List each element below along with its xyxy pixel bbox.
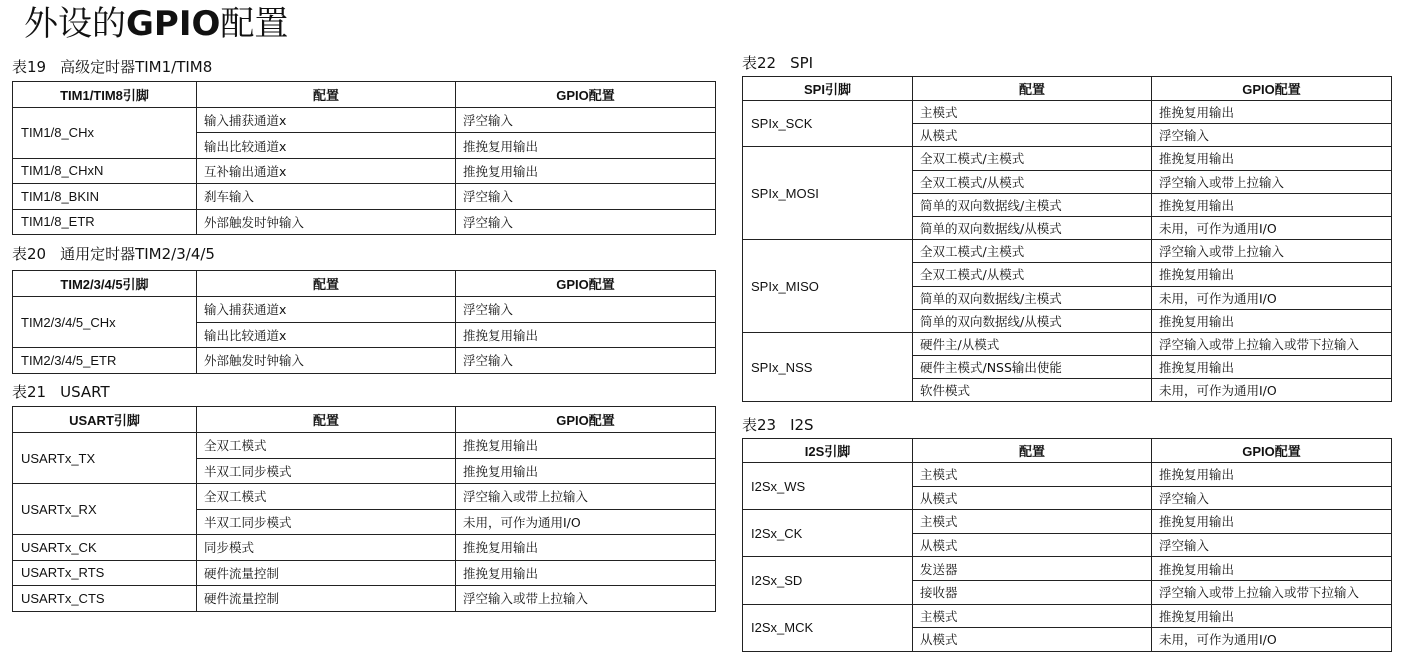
config-cell: 主模式 [913, 604, 1152, 628]
gpio-config-cell: 推挽复用输出 [1152, 356, 1392, 379]
config-cell: 硬件主/从模式 [913, 332, 1152, 355]
config-cell: 简单的双向数据线/主模式 [913, 193, 1152, 216]
table-number: 表19 [12, 58, 47, 76]
gpio-config-cell: 浮空输入或带上拉输入或带下拉输入 [1152, 580, 1392, 604]
gpio-config-cell: 推挽复用输出 [456, 433, 716, 459]
gpio-config-cell: 推挽复用输出 [1152, 147, 1392, 170]
table-row [743, 604, 1392, 628]
config-cell: 输入捕获通道x [197, 108, 456, 133]
table-header-row [743, 439, 1392, 463]
gpio-config-cell: 推挽复用输出 [1152, 510, 1392, 534]
table-header-row [13, 271, 716, 297]
table-row [13, 586, 716, 612]
table-tim2-5 [12, 270, 716, 374]
table-row [743, 463, 1392, 487]
column-header: 配置 [197, 407, 456, 433]
gpio-config-cell: 未用，可作为通用I/O [456, 509, 716, 535]
table-name: 通用定时器TIM2/3/4/5 [60, 245, 215, 263]
gpio-config-cell: 浮空输入或带上拉输入 [456, 586, 716, 612]
gpio-config-cell: 浮空输入 [1152, 533, 1392, 557]
column-header: GPIO配置 [1152, 439, 1392, 463]
pin-name-cell: TIM2/3/4/5_ETR [13, 348, 197, 374]
table-row [743, 101, 1392, 124]
gpio-config-cell: 未用，可作为通用I/O [1152, 216, 1392, 239]
column-header: GPIO配置 [456, 271, 716, 297]
table-caption [742, 415, 814, 435]
config-cell: 从模式 [913, 533, 1152, 557]
pin-name-cell: I2Sx_MCK [743, 604, 913, 651]
gpio-config-cell: 推挽复用输出 [1152, 604, 1392, 628]
config-cell: 主模式 [913, 510, 1152, 534]
gpio-config-cell: 浮空输入或带上拉输入 [1152, 240, 1392, 263]
pin-name-cell: USARTx_CK [13, 535, 197, 561]
config-cell: 简单的双向数据线/从模式 [913, 216, 1152, 239]
gpio-config-cell: 浮空输入 [456, 184, 716, 209]
table-number: 表23 [742, 416, 777, 434]
gpio-config-cell: 浮空输入 [456, 209, 716, 234]
table-header-row [13, 407, 716, 433]
table-row [13, 209, 716, 234]
config-cell: 输入捕获通道x [197, 297, 456, 323]
pin-name-cell: TIM1/8_CHx [13, 108, 197, 159]
table-row [13, 184, 716, 209]
gpio-config-cell: 推挽复用输出 [456, 535, 716, 561]
config-cell: 全双工模式/主模式 [913, 240, 1152, 263]
table-header-row [743, 77, 1392, 101]
page-title [24, 2, 288, 46]
table-spi [742, 76, 1392, 402]
pin-name-cell: TIM1/8_CHxN [13, 158, 197, 183]
gpio-config-cell: 未用，可作为通用I/O [1152, 379, 1392, 402]
pin-name-cell: USARTx_RTS [13, 560, 197, 586]
config-cell: 同步模式 [197, 535, 456, 561]
gpio-config-cell: 未用，可作为通用I/O [1152, 628, 1392, 652]
table-name: I2S [790, 416, 814, 434]
table-i2s [742, 438, 1392, 652]
gpio-config-cell: 推挽复用输出 [456, 133, 716, 158]
table-row [13, 297, 716, 323]
config-cell: 互补输出通道x [197, 158, 456, 183]
config-cell: 接收器 [913, 580, 1152, 604]
gpio-config-cell: 推挽复用输出 [456, 158, 716, 183]
config-cell: 全双工模式/从模式 [913, 263, 1152, 286]
config-cell: 从模式 [913, 124, 1152, 147]
pin-name-cell: USARTx_CTS [13, 586, 197, 612]
gpio-config-cell: 推挽复用输出 [1152, 463, 1392, 487]
gpio-config-cell: 浮空输入 [1152, 486, 1392, 510]
pin-name-cell: TIM1/8_BKIN [13, 184, 197, 209]
pin-name-cell: TIM2/3/4/5_CHx [13, 297, 197, 348]
config-cell: 从模式 [913, 628, 1152, 652]
table-name: 高级定时器TIM1/TIM8 [60, 58, 213, 76]
pin-name-cell: SPIx_SCK [743, 101, 913, 147]
gpio-config-cell: 推挽复用输出 [1152, 557, 1392, 581]
pin-name-cell: SPIx_NSS [743, 332, 913, 402]
gpio-config-cell: 推挽复用输出 [1152, 101, 1392, 124]
page-title-suffix: 配置 [220, 4, 289, 44]
gpio-config-cell: 推挽复用输出 [456, 322, 716, 348]
gpio-config-cell: 推挽复用输出 [456, 560, 716, 586]
table-caption [12, 57, 212, 77]
config-cell: 半双工同步模式 [197, 509, 456, 535]
config-cell: 全双工模式/主模式 [913, 147, 1152, 170]
config-cell: 外部触发时钟输入 [197, 348, 456, 374]
table-row [13, 433, 716, 459]
table-caption [742, 53, 813, 73]
column-header: GPIO配置 [456, 407, 716, 433]
pin-name-cell: USARTx_RX [13, 484, 197, 535]
table-row [743, 332, 1392, 355]
config-cell: 硬件流量控制 [197, 560, 456, 586]
table-usart [12, 406, 716, 612]
gpio-config-cell: 浮空输入或带上拉输入 [456, 484, 716, 510]
gpio-config-cell: 推挽复用输出 [1152, 193, 1392, 216]
config-cell: 刹车输入 [197, 184, 456, 209]
config-cell: 全双工模式/从模式 [913, 170, 1152, 193]
gpio-config-cell: 推挽复用输出 [456, 458, 716, 484]
column-header: GPIO配置 [1152, 77, 1392, 101]
config-cell: 全双工模式 [197, 433, 456, 459]
pin-name-cell: USARTx_TX [13, 433, 197, 484]
gpio-config-cell: 推挽复用输出 [1152, 309, 1392, 332]
pin-name-cell: SPIx_MOSI [743, 147, 913, 240]
config-cell: 简单的双向数据线/主模式 [913, 286, 1152, 309]
config-cell: 从模式 [913, 486, 1152, 510]
column-header: 配置 [197, 82, 456, 108]
table-row [743, 240, 1392, 263]
column-header: 配置 [913, 439, 1152, 463]
pin-name-cell: TIM1/8_ETR [13, 209, 197, 234]
column-header: USART引脚 [13, 407, 197, 433]
pin-name-cell: I2Sx_WS [743, 463, 913, 510]
gpio-config-cell: 浮空输入 [456, 297, 716, 323]
table-caption [12, 382, 110, 402]
column-header: I2S引脚 [743, 439, 913, 463]
config-cell: 主模式 [913, 101, 1152, 124]
config-cell: 简单的双向数据线/从模式 [913, 309, 1152, 332]
config-cell: 全双工模式 [197, 484, 456, 510]
gpio-config-cell: 未用，可作为通用I/O [1152, 286, 1392, 309]
gpio-config-cell: 浮空输入或带上拉输入 [1152, 170, 1392, 193]
config-cell: 输出比较通道x [197, 322, 456, 348]
table-row [13, 158, 716, 183]
config-cell: 硬件主模式/NSS输出使能 [913, 356, 1152, 379]
table-number: 表21 [12, 383, 47, 401]
table-row [743, 147, 1392, 170]
pin-name-cell: SPIx_MISO [743, 240, 913, 333]
config-cell: 软件模式 [913, 379, 1152, 402]
gpio-config-cell: 浮空输入 [1152, 124, 1392, 147]
table-number: 表22 [742, 54, 777, 72]
column-header: TIM2/3/4/5引脚 [13, 271, 197, 297]
column-header: TIM1/TIM8引脚 [13, 82, 197, 108]
table-name: SPI [790, 54, 814, 72]
page-title-gpio: GPIO [126, 4, 221, 44]
table-row [13, 108, 716, 133]
pin-name-cell: I2Sx_CK [743, 510, 913, 557]
config-cell: 半双工同步模式 [197, 458, 456, 484]
table-caption [12, 244, 215, 264]
table-header-row [13, 82, 716, 108]
column-header: 配置 [197, 271, 456, 297]
table-number: 表20 [12, 245, 47, 263]
config-cell: 外部触发时钟输入 [197, 209, 456, 234]
config-cell: 硬件流量控制 [197, 586, 456, 612]
page-title-prefix: 外设的 [24, 4, 126, 44]
column-header: GPIO配置 [456, 82, 716, 108]
gpio-config-cell: 浮空输入 [456, 108, 716, 133]
config-cell: 发送器 [913, 557, 1152, 581]
column-header: SPI引脚 [743, 77, 913, 101]
table-name: USART [60, 383, 110, 401]
gpio-config-cell: 浮空输入 [456, 348, 716, 374]
table-row [13, 348, 716, 374]
table-row [743, 510, 1392, 534]
config-cell: 输出比较通道x [197, 133, 456, 158]
gpio-config-cell: 浮空输入或带上拉输入或带下拉输入 [1152, 332, 1392, 355]
config-cell: 主模式 [913, 463, 1152, 487]
pin-name-cell: I2Sx_SD [743, 557, 913, 604]
table-row [13, 560, 716, 586]
table-row [13, 535, 716, 561]
column-header: 配置 [913, 77, 1152, 101]
table-row [13, 484, 716, 510]
gpio-config-cell: 推挽复用输出 [1152, 263, 1392, 286]
table-row [743, 557, 1392, 581]
table-tim1-tim8 [12, 81, 716, 235]
